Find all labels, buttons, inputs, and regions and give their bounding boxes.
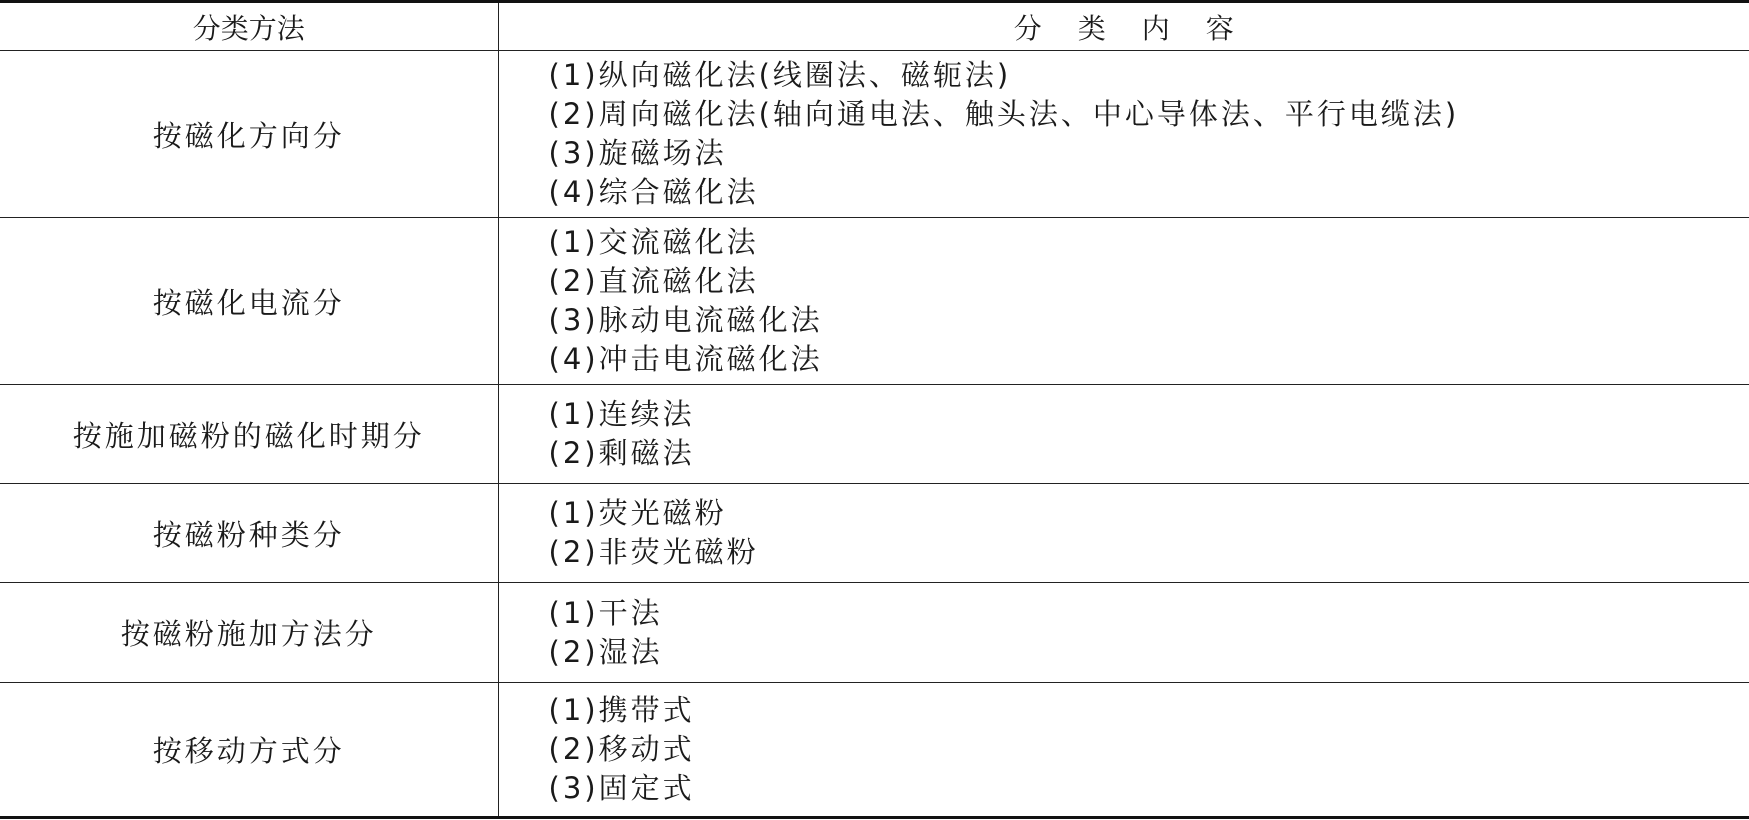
list-item: (1)荧光磁粉	[548, 496, 727, 530]
header-method: 分类方法	[0, 2, 498, 51]
table-row	[0, 683, 1749, 818]
table-header	[0, 2, 1749, 51]
list-item: (4)综合磁化法	[548, 175, 759, 209]
list-item: (2)非荧光磁粉	[548, 535, 759, 569]
table-row	[0, 484, 1749, 583]
list-item: (2)直流磁化法	[548, 264, 759, 298]
list-item: (1)纵向磁化法(线圈法、磁轭法)	[548, 58, 1012, 92]
list-item: (3)固定式	[548, 771, 695, 805]
list-item: (3)脉动电流磁化法	[548, 303, 823, 337]
method-cell: 按磁化电流分	[0, 218, 498, 385]
method-cell: 按施加磁粉的磁化时期分	[0, 385, 498, 484]
list-item: (1)干法	[548, 595, 663, 630]
content-list	[549, 691, 1749, 808]
table-body	[0, 51, 1749, 818]
list-item: (4)冲击电流磁化法	[548, 342, 823, 376]
list-item: (1)交流磁化法	[548, 225, 759, 259]
content-cell	[498, 218, 1749, 385]
method-cell: 按移动方式分	[0, 683, 498, 818]
list-item: (2)移动式	[548, 732, 695, 766]
table-row	[0, 385, 1749, 484]
content-list	[549, 494, 1749, 572]
table-row	[0, 218, 1749, 385]
content-cell	[498, 385, 1749, 484]
content-cell	[498, 583, 1749, 683]
method-cell: 按磁粉施加方法分	[0, 583, 498, 683]
list-item: (2)周向磁化法(轴向通电法、触头法、中心导体法、平行电缆法)	[548, 97, 1460, 131]
method-cell: 按磁化方向分	[0, 51, 498, 218]
list-item: (3)旋磁场法	[548, 136, 727, 170]
content-cell	[498, 484, 1749, 583]
method-cell: 按磁粉种类分	[0, 484, 498, 583]
list-item: (1)携带式	[548, 693, 695, 727]
list-item: (1)连续法	[548, 397, 695, 431]
table-row	[0, 583, 1749, 683]
content-cell	[498, 51, 1749, 218]
list-item: (2)湿法	[548, 634, 663, 669]
content-list	[549, 223, 1749, 379]
content-list	[549, 395, 1749, 473]
content-cell	[498, 683, 1749, 818]
table-row	[0, 51, 1749, 218]
list-item: (2)剩磁法	[548, 436, 695, 470]
content-list	[549, 56, 1749, 212]
header-content: 分类内容	[498, 2, 1749, 51]
content-list	[549, 594, 1749, 672]
header-row	[0, 2, 1749, 51]
